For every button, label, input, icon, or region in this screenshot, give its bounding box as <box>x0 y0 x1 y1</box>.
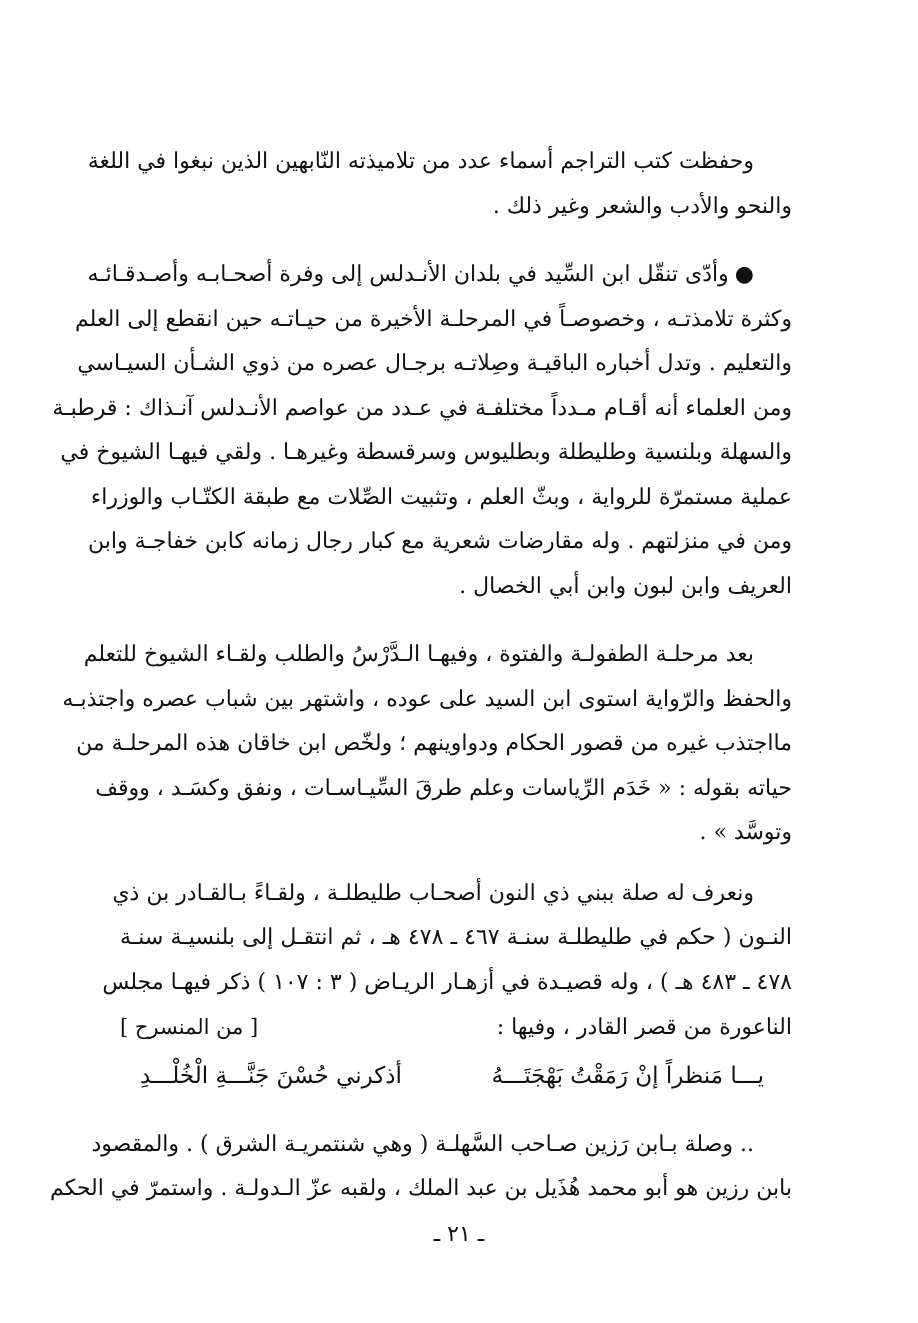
paragraph-line: وكثرة تلامذتـه ، وخصوصـاً في المرحلـة الأخيرة من حيـاتـه حين انقطع إلى العلم <box>75 306 792 332</box>
paragraph-line: عملية مستمرّة للرواية ، وبثّ العلم ، وتثبيت الصِّلات مع طبقة الكتّـاب والوزراء <box>90 484 792 510</box>
verse-first-hemistich: يـــا مَنظراً إنْ رَمَقْتُ بَهْجَتَـــهُ <box>491 1062 764 1089</box>
paragraph-ibn-razin <box>50 1123 792 1212</box>
paragraph-dhi-al-nun <box>102 872 792 1006</box>
paragraph-line: ومن في منزلتهم . وله مقارضات شعرية مع كبار رجال زمانه كابن خفاجـة وابن <box>88 529 792 554</box>
paragraph-line: ونعرف له صلة ببني ذي النون أصحـاب طليطلـة ، ولقـاءً بـالقـادر بن ذي <box>112 880 754 906</box>
page-body <box>50 140 792 1212</box>
page-number: ـ ٢١ ـ <box>433 1222 485 1247</box>
paragraph-line: النـون ( حكم في طليطلـة سنـة ٤٦٧ ـ ٤٧٨ هـ ، ثم انتقـل إلى بلنسيـة سنـة <box>120 925 792 950</box>
bullet-icon: ● <box>734 262 754 287</box>
paragraph-line-text: وأدّى تنقّل ابن السِّيد في بلدان الأنـدلس إلى وفرة أصحـابـه وأصـدقـائـه <box>87 262 729 287</box>
paragraph-line: مااجتذب غيره من قصور الحكام ودواوينهم ؛ ولخّص ابن خاقان هذه المرحلـة من <box>76 731 792 756</box>
paragraph-line: .. وصلة بـابن رَزين صـاحب السَّهلـة ( وهي شنتمريـة الشرق ) . والمقصود <box>91 1131 754 1157</box>
paragraph-line: والنحو والأدب والشعر وغير ذلك . <box>492 193 792 219</box>
paragraph-line: وتوسَّد » . <box>699 820 792 845</box>
paragraph-companions <box>52 253 792 609</box>
paragraph-line <box>87 253 792 298</box>
paragraph-students <box>87 140 792 229</box>
paragraph-line: العريف وابن لبون وابن أبي الخصال . <box>459 573 792 599</box>
paragraph-line: الناعورة من قصر القادر ، وفيها : <box>496 1015 792 1040</box>
verse-second-hemistich: أذكرني حُسْنَ جَنَّـــةِ الْخُلْـــدِ <box>140 1062 402 1089</box>
verse-intro-row <box>120 1005 792 1051</box>
poetic-meter-label: [ من المنسرح ] <box>120 1015 259 1039</box>
paragraph-line: ٤٧٨ ـ ٤٨٣ هـ ) ، وله قصيـدة في أزهـار الريـاض ( ٣ : ١٠٧ ) ذكر فيهـا مجلس <box>102 969 792 995</box>
paragraph-line: وحفظت كتب التراجم أسماء عدد من تلاميذته النّابهين الذين نبغوا في اللغة <box>87 149 754 174</box>
poem-verse <box>120 1051 792 1101</box>
paragraph-line: والتعليم . وتدل أخباره الباقيـة وصِلاتـه برجـال عصره من ذوي الشـأن السيـاسي <box>77 351 792 376</box>
paragraph-career <box>62 633 792 856</box>
paragraph-line: بعد مرحلـة الطفولـة والفتوة ، وفيهـا الـدَّرْسُ والطلب ولقـاء الشيوخ للتعلم <box>83 642 754 667</box>
paragraph-line: بابن رزين هو أبو محمد هُذَيل بن عبد الملك ، ولقبه عزّ الـدولـة . واستمرّ في الحكم <box>50 1176 792 1201</box>
paragraph-line: والحفظ والرّواية استوى ابن السيد على عوده ، واشتهر بين شباب عصره واجتذبـه <box>62 686 792 712</box>
paragraph-line: ومن العلماء أنه أقـام مـدداً مختلفـة في عـدد من عواصم الأنـدلس آنـذاك : قرطبـة <box>52 395 792 421</box>
paragraph-line: حياته بقوله : « خَدَم الرِّياسات وعلم طرقَ السِّيـاسـات ، ونفق وكسَـد ، ووقف <box>95 775 792 801</box>
paragraph-line: والسهلة وبلنسية وطليطلة وبطليوس وسرقسطة وغيرهـا . ولقي فيهـا الشيوخ في <box>60 440 792 465</box>
